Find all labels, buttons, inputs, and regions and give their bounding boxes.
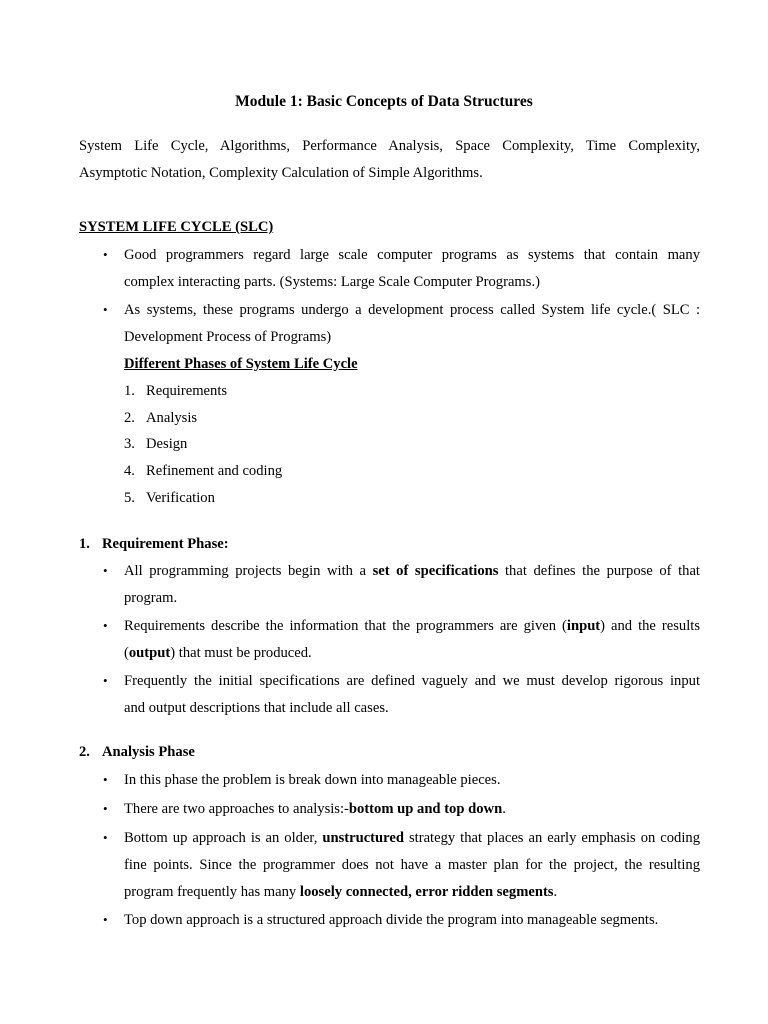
analysis-bullet-3-line-3: program frequently has many loosely connected, error ridden segments. (124, 884, 558, 900)
phase-item: Requirements (146, 383, 228, 399)
bullet-glyph: • (103, 912, 108, 927)
requirement-bullet-1-line-1: All programming projects begin with a set of specifications that defines the purpose of that (124, 563, 700, 579)
bullet-glyph: • (103, 247, 108, 262)
bullet-glyph: • (103, 830, 108, 845)
phase-number: 5. (124, 490, 135, 506)
intro-line-1: System Life Cycle, Algorithms, Performance Analysis, Space Complexity, Time Complexity, (79, 138, 700, 154)
phase-item: Analysis (146, 410, 198, 426)
bullet-glyph: • (103, 772, 108, 787)
analysis-bullet-2: There are two approaches to analysis:-bottom up and top down. (124, 801, 506, 817)
phase-number: 2. (124, 410, 135, 426)
bullet-glyph: • (103, 801, 108, 816)
analysis-bullet-3-line-1: Bottom up approach is an older, unstructured strategy that places an early emphasis on coding (124, 830, 700, 846)
section-number: 2. (79, 744, 90, 760)
requirement-bullet-3-line-2: and output descriptions that include all cases. (124, 700, 389, 716)
bullet-glyph: • (103, 673, 108, 688)
analysis-bullet-1: In this phase the problem is break down into manageable pieces. (124, 772, 501, 788)
requirement-bullet-3-line-1: Frequently the initial specifications are defined vaguely and we must develop rigorous input (124, 673, 700, 689)
requirement-bullet-1-line-2: program. (124, 590, 178, 606)
analysis-bullet-3-line-2: fine points. Since the programmer does not have a master plan for the project, the resulting (124, 857, 700, 873)
requirement-bullet-2-line-2: (output) that must be produced. (124, 645, 312, 661)
phase-item: Refinement and coding (146, 463, 283, 479)
section-number: 1. (79, 536, 90, 552)
bullet-glyph: • (103, 618, 108, 633)
requirement-bullet-2-line-1: Requirements describe the information that the programmers are given (input) and the results (124, 618, 700, 634)
phase-number: 3. (124, 436, 135, 452)
slc-bullet-1-line-2: complex interacting parts. (Systems: Large Scale Computer Programs.) (124, 274, 540, 290)
phase-item: Verification (146, 490, 215, 506)
slc-bullet-2-line-1: As systems, these programs undergo a development process called System life cycle.( SLC : (124, 302, 700, 318)
phase-number: 4. (124, 463, 135, 479)
phases-heading: Different Phases of System Life Cycle (124, 356, 358, 372)
bullet-glyph: • (103, 563, 108, 578)
page-title: Module 1: Basic Concepts of Data Structures (235, 93, 533, 110)
requirement-heading: Requirement Phase: (102, 536, 229, 552)
intro-line-2: Asymptotic Notation, Complexity Calculation of Simple Algorithms. (79, 165, 483, 181)
phase-number: 1. (124, 383, 135, 399)
analysis-bullet-4: Top down approach is a structured approach divide the program into manageable segments. (124, 912, 659, 928)
slc-heading: SYSTEM LIFE CYCLE (SLC) (79, 219, 274, 235)
bullet-glyph: • (103, 302, 108, 317)
phase-item: Design (146, 436, 188, 452)
slc-bullet-1-line-1: Good programmers regard large scale computer programs as systems that contain many (124, 247, 700, 263)
analysis-heading: Analysis Phase (102, 744, 195, 760)
slc-bullet-2-line-2: Development Process of Programs) (124, 329, 332, 345)
